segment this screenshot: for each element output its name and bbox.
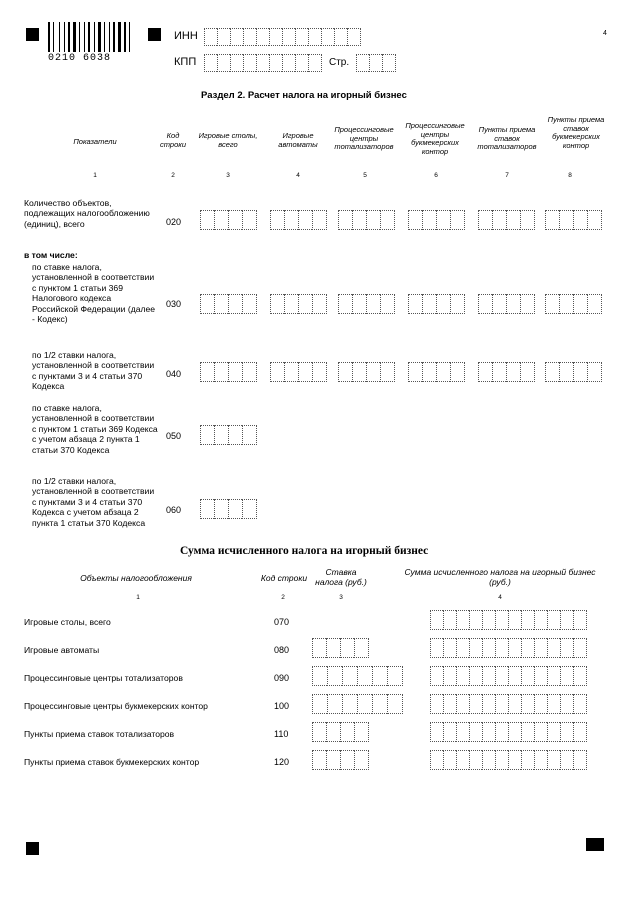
barcode-bar [86,22,87,52]
col-header-3: Игровые столы, всего [198,131,258,149]
barcode-bars [48,22,140,52]
row-030-field-col6[interactable] [408,294,465,312]
barcode-bar [124,22,126,52]
sum-col-header-4: Сумма исчисленного налога на игорный бизнес (руб.) [404,567,596,587]
row-040-field-col7[interactable] [478,362,535,380]
sum-row-100-rate[interactable] [312,694,403,712]
col-num-5: 5 [363,172,367,179]
col-header-8: Пункты приема ставок букмекерских контор [547,115,605,150]
barcode-bar [113,22,115,52]
row-040-field-col5[interactable] [338,362,395,380]
barcode-bar [109,22,110,52]
col-num-4: 4 [296,172,300,179]
barcode-bar [81,22,83,52]
sum-row-080-label: Игровые автоматы [24,645,100,655]
barcode-bar [94,22,95,52]
barcode-bar [122,22,123,52]
row-030-field-col7[interactable] [478,294,535,312]
col-num-8: 8 [568,172,572,179]
row-030-field-col4[interactable] [270,294,327,312]
row-030-field-col3[interactable] [200,294,257,312]
corner-marker-top-left [26,28,39,41]
row-050-field-col3[interactable] [200,425,257,443]
sum-row-070-amount[interactable] [430,610,587,628]
barcode-bar [88,22,90,52]
barcode-bar [111,22,112,52]
barcode-bar [48,22,50,52]
in-number-label: в том числе: [24,250,78,260]
sum-row-090-label: Процессинговые центры тотализаторов [24,673,183,683]
page-label: Стр. [329,57,350,68]
barcode-bar [77,22,78,52]
sum-row-110-label: Пункты приема ставок тотализаторов [24,729,175,739]
row-040-field-col8[interactable] [545,362,602,380]
sum-row-110-rate[interactable] [312,722,369,740]
sum-row-070-label: Игровые столы, всего [24,617,111,627]
sum-col-num-2: 2 [281,594,285,601]
kpp-field[interactable] [204,54,322,70]
col-header-6: Процессинговые центры букмекерских контор [405,121,465,156]
inn-field[interactable] [204,28,361,44]
row-040-label: по 1/2 ставки налога, установленной в соответствии с пунктами 3 и 4 статьи 370 Кодекса [32,350,155,392]
barcode-bar [66,22,67,52]
barcode-bar [61,22,63,52]
col-num-6: 6 [434,172,438,179]
col-header-1: Показатели [73,137,117,146]
sum-row-080-amount[interactable] [430,638,587,656]
row-040-code: 040 [166,369,182,379]
sum-row-090-amount[interactable] [430,666,587,684]
row-020-label: Количество объектов, подлежащих налогообложению (единиц), всего [24,198,150,229]
sum-row-080-rate[interactable] [312,638,369,656]
page-number: 4 [603,30,607,37]
sum-row-100-amount[interactable] [430,694,587,712]
barcode-bar [53,22,54,52]
col-num-7: 7 [505,172,509,179]
row-060-field-col3[interactable] [200,499,257,517]
sum-row-100-code: 100 [274,701,290,711]
barcode-bar [71,22,72,52]
sum-row-120-label: Пункты приема ставок букмекерских контор [24,757,200,767]
col-header-4: Игровые автоматы [278,131,318,149]
page-field[interactable] [356,54,396,70]
barcode-bar [118,22,121,52]
sum-row-110-code: 110 [274,729,289,739]
barcode-bar [73,22,76,52]
row-040-field-col6[interactable] [408,362,465,380]
row-050-code: 050 [166,431,182,441]
barcode-bar [102,22,103,52]
row-020-field-col7[interactable] [478,210,535,228]
barcode-bar [116,22,117,52]
sum-col-num-1: 1 [136,594,140,601]
row-040-field-col3[interactable] [200,362,257,380]
barcode-bar [91,22,93,52]
sum-row-080-code: 080 [274,645,290,655]
sum-row-120-rate[interactable] [312,750,369,768]
sum-col-num-4: 4 [498,594,502,601]
barcode [48,22,140,62]
barcode-bar [55,22,58,52]
barcode-bar [129,22,130,52]
row-030-field-col5[interactable] [338,294,395,312]
barcode-bar [98,22,101,52]
row-030-code: 030 [166,299,182,309]
barcode-bar [59,22,60,52]
col-num-1: 1 [93,172,97,179]
sum-row-090-code: 090 [274,673,290,683]
row-030-label: по ставке налога, установленной в соответствии с пунктом 1 статьи 369 Налогового кодекса Российской Федерации (далее - Кодекс) [32,262,156,325]
barcode-bar [127,22,128,52]
barcode-bar [79,22,80,52]
row-020-code: 020 [166,217,182,227]
sum-col-header-1: Объекты налогообложения [80,573,192,583]
sum-row-120-code: 120 [274,757,290,767]
row-020-field-col6[interactable] [408,210,465,228]
corner-marker-bottom-left [26,842,39,855]
sum-col-header-2: Код строки [260,573,308,583]
row-020-field-col5[interactable] [338,210,395,228]
barcode-bar [84,22,85,52]
sum-row-110-amount[interactable] [430,722,587,740]
barcode-bar [106,22,108,52]
row-040-field-col4[interactable] [270,362,327,380]
col-num-2: 2 [171,172,175,179]
corner-marker-bottom-right [586,838,604,851]
row-020-field-col8[interactable] [545,210,602,228]
barcode-digits: 0210 6038 [48,53,112,64]
row-020-field-col4[interactable] [270,210,327,228]
sum-row-100-label: Процессинговые центры букмекерских контор [24,701,208,711]
row-060-code: 060 [166,505,182,515]
col-header-5: Процессинговые центры тотализаторов [334,125,394,152]
barcode-bar [64,22,65,52]
sum-row-070-code: 070 [274,617,290,627]
row-060-label: по 1/2 ставки налога, установленной в соответствии с пунктами 3 и 4 статьи 370 Кодекса с учетом абзаца 2 пункта 1 статьи 370 Кодекса [32,476,155,528]
sum-row-090-rate[interactable] [312,666,403,684]
barcode-bar [68,22,70,52]
sum-col-header-3: Ставка налога (руб.) [315,567,367,587]
col-num-3: 3 [226,172,230,179]
row-030-field-col8[interactable] [545,294,602,312]
col-header-2: Код строки [160,131,186,149]
row-020-field-col3[interactable] [200,210,257,228]
row-050-label: по ставке налога, установленной в соответствии с пунктом 1 статьи 369 Кодекса с учетом абзаца 2 пункта 1 статьи 370 Кодекса [32,403,158,455]
kpp-label: КПП [174,56,197,68]
sum-col-num-3: 3 [339,594,343,601]
section2-title: Раздел 2. Расчет налога на игорный бизнес [201,90,407,101]
col-header-7: Пункты приема ставок тотализаторов [477,125,537,152]
corner-marker-top-center [148,28,161,41]
barcode-bar [104,22,105,52]
sum-row-120-amount[interactable] [430,750,587,768]
sum-section-title: Сумма исчисленного налога на игорный бизнес [180,545,429,557]
barcode-bar [51,22,52,52]
inn-label: ИНН [174,30,198,42]
barcode-bar [96,22,97,52]
